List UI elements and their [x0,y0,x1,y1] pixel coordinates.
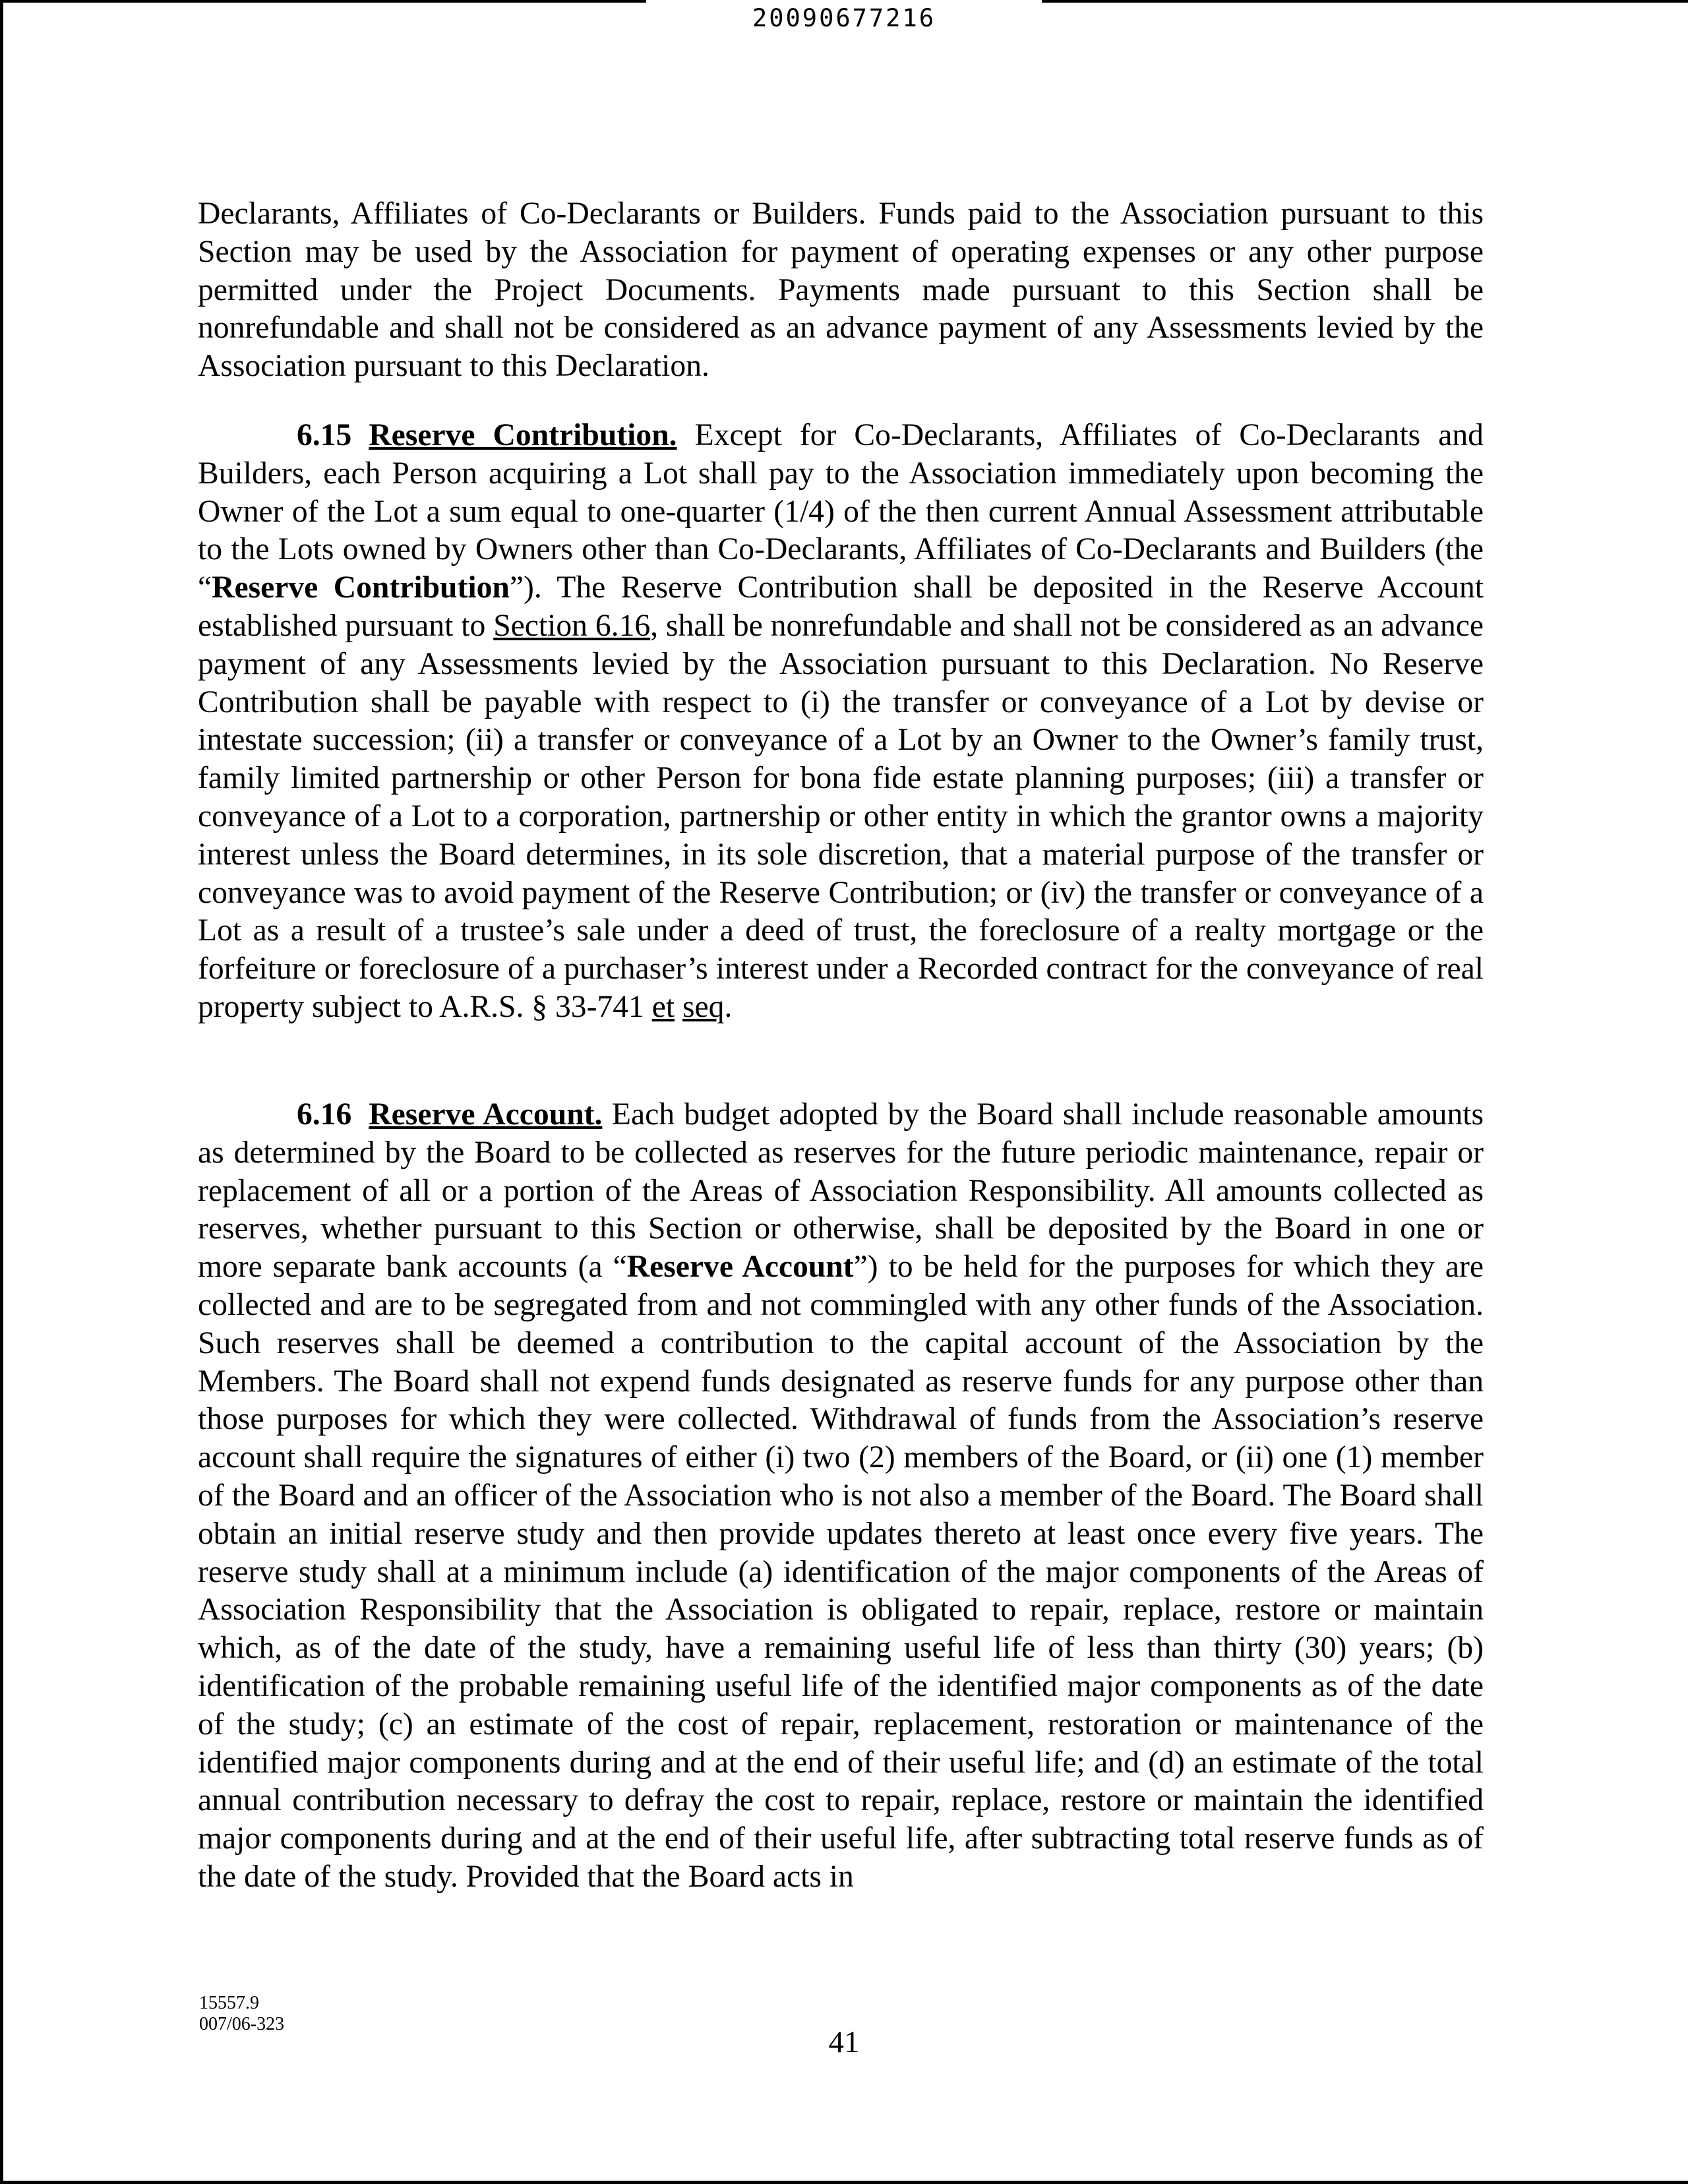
footer-id-line: 007/06-323 [199,2014,285,2034]
top-rule-right [1042,0,1688,3]
section-text: Each budget adopted by the Board shall include reasonable amounts as determined by the Board to be collected as reserves for the future periodic maintenance, repair or replacement of all or a portion of the Areas of Association Responsibility. All amounts collected as reserves, whether pursuant to this Section or otherwise, shall be deposited by the Board in one or more separate bank accounts (a “ [198,1097,1484,1285]
top-rule-left [0,0,646,3]
latin-seq: seq [682,989,725,1024]
paragraph-continuation-text: Declarants, Affiliates of Co-Declarants or Builders. Funds paid to the Association pursuant to this Section may be used by the Association for payment of operating expenses or any other purpose permitted under the Project Documents. Payments made pursuant to this Section shall be nonrefundable and shall not be considered as an advance payment of any Assessments levied by the Association pursuant to this Declaration. [198,197,1484,384]
section-title: Reserve Contribution. [369,418,677,452]
section-reference: Section 6.16 [493,608,651,643]
defined-term: Reserve Account [626,1250,854,1285]
section-6-16 [198,1096,1484,1896]
page-number: 41 [828,2025,860,2059]
recording-number: 20090677216 [752,4,936,32]
paragraph-continuation [198,195,1484,386]
section-6-15 [198,417,1484,1027]
section-text: ”) to be held for the purposes for which they are collected and are to be segregated from and not commingled with any other funds of the Association. Such reserves shall be deemed a contribution to the capital account of the Association by the Members. The Board shall not expend funds designated as reserve funds for any purpose other than those purposes for which they were collected. Withdrawal of funds from the Association’s reserve account shall require the signatures of either (i) two (2) members of the Board, or (ii) one (1) member of the Board and an officer of the Association who is not also a member of the Board. The Board shall obtain an initial reserve study and then provide updates thereto at least once every five years. The reserve study shall at a minimum include (a) identification of the major components of the Areas of Association Responsibility that the Association is obligated to repair, replace, restore or maintain which, as of the date of the study, have a remaining useful life of less than thirty (30) years; (b) identification of the probable remaining useful life of the identified major components as of the date of the study; (c) an estimate of the cost of repair, replacement, restoration or maintenance of the identified major components during and at the end of their useful life; and (d) an estimate of the total annual contribution necessary to defray the cost to repair, replace, restore or maintain the identified major components during and at the end of their useful life, after subtracting total reserve funds as of the date of the study. Provided that the Board acts in [198,1250,1484,1894]
section-number: 6.15 [297,418,352,452]
section-text: Except for Co-Declarants, Affiliates of Co-Declarants and Builders, each Person acquiring a Lot shall pay to the Association immediately upon becoming the Owner of the Lot a sum equal to one-quarter (1/4) of the then current Annual Assessment attributable to the Lots owned by Owners other than Co-Declarants, Affiliates of Co-Declarants and Builders (the “ [198,418,1484,605]
footer-id-line: 15557.9 [199,1993,259,2013]
defined-term: Reserve Contribution [212,570,510,605]
section-title: Reserve Account. [369,1097,603,1132]
section-text: , shall be nonrefundable and shall not be considered as an advance payment of any Assessments levied by the Association pursuant to this Declaration. No Reserve Contribution shall be payable with respect to (i) the transfer or conveyance of a Lot by devise or intestate succession; (ii) a transfer or conveyance of a Lot by an Owner to the Owner’s family trust, family limited partnership or other Person for bona fide estate planning purposes; (iii) a transfer or conveyance of a Lot to a corporation, partnership or other entity in which the grantor owns a majority interest unless the Board determines, in its sole discretion, that a material purpose of the transfer or conveyance was to avoid payment of the Reserve Contribution; or (iv) the transfer or conveyance of a Lot as a result of a trustee’s sale under a deed of trust, the foreclosure of a realty mortgage or the forfeiture or foreclosure of a purchaser’s interest under a Recorded contract for the conveyance of real property subject to A.R.S. § 33-741 [198,608,1484,1024]
section-end: . [724,989,733,1024]
section-number: 6.16 [297,1097,352,1132]
section-text: ”). The Reserve Contribution shall be deposited in the Reserve Account established pursuant to [198,570,1484,643]
latin-et: et [651,989,675,1024]
